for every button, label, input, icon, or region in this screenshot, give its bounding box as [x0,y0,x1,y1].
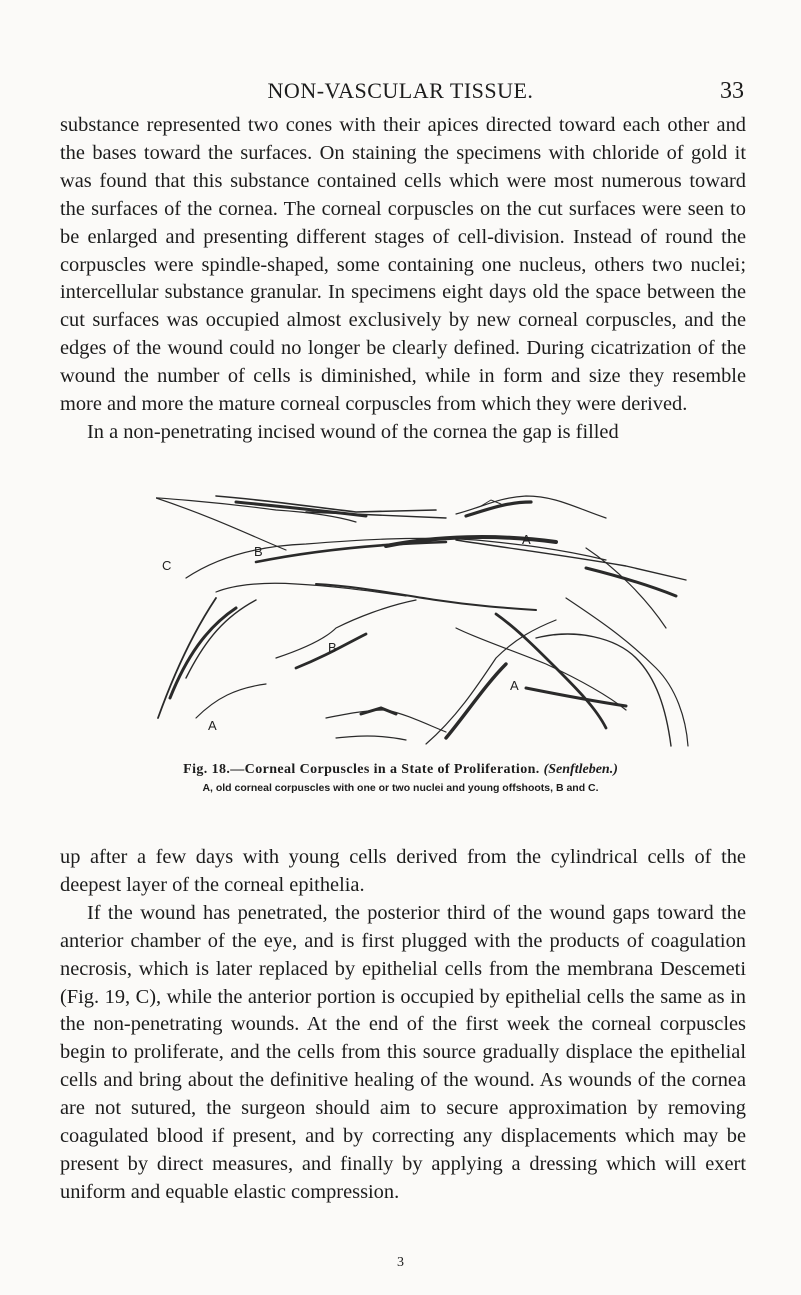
corpuscle-shape [466,502,531,516]
corpuscle-shape [526,688,626,706]
corpuscle-shape [456,496,606,518]
corneal-corpuscles-illustration [156,488,698,748]
page-number: 33 [720,78,744,104]
corpuscle-shape [586,568,676,596]
page-header [0,78,801,112]
figure-label-c: C [162,558,172,573]
figure-label-a: A [208,718,217,733]
corpuscle-shape [566,598,688,746]
corpuscle-shape [496,614,606,728]
paragraph-bottom [60,844,746,1207]
running-head: NON-VASCULAR TISSUE. [267,78,534,103]
caption-subtitle: A, old corneal corpuscles with one or two nuclei and young offshoots, B and C. [202,782,599,794]
paragraph-filled: In a non-penetrating incised wound of the cornea the gap is filled [87,420,619,443]
signature-mark: 3 [397,1255,404,1270]
paragraph-top [60,112,746,447]
figure-corneal-corpuscles [156,488,698,748]
corpuscle-shape [186,600,256,678]
corpuscle-shape [536,634,671,746]
corpuscle-shape [456,540,686,580]
figure-caption [0,762,801,794]
paragraph-penetrated: If the wound has penetrated, the posterior third of the wound gaps toward the anterior chamber of the eye, and is first plugged with the products of coagulation necrosis, which is later replaced by epithelial cells from the membrana Descemeti (Fig. 19, C), while the anterior portion is occupied by epithelial cells the same as in the non-penetrating wounds. At the end of the first week the corneal corpuscles begin to proliferate, and the cells from this source gradually displace the epithelial cells and bring about the definitive healing of the wound. As wounds of the cornea are not sutured, the surgeon should aim to secure approximation by removing coagulated blood if present, and by correcting any displacements which may be present by direct measures, and finally by applying a dressing which will exert uniform and equable elastic compression. [60,901,746,1203]
corpuscle-shape [196,684,266,718]
paragraph-continued: substance represented two cones with their apices directed toward each other and the bases toward the surfaces. On staining the specimens with chloride of gold it was found that this substance contained cells which were most numerous toward the surfaces of the cornea. The corneal corpuscles on the cut surfaces were seen to be enlarged and presenting different stages of cell-division. Instead of round the corpuscles were spindle-shaped, some containing one nucleus, others two nuclei; intercellular substance granular. In specimens eight days old the space between the cut surfaces was occupied almost exclusively by new corneal corpuscles, and the edges of the wound could no longer be clearly defined. During cicatrization of the wound the number of cells is diminished, while in form and size they resemble more and more the mature corneal corpuscles from which they were derived. [60,114,746,416]
figure-label-a: A [510,678,519,693]
corpuscle-shape [158,598,216,718]
corpuscle-shape [326,710,446,732]
corpuscle-shape [316,584,536,610]
figure-label-a: A [522,532,531,547]
corpuscle-shape [361,708,396,714]
paragraph-continued: up after a few days with young cells derived from the cylindrical cells of the deepest layer of the corneal epithelia. [60,846,746,896]
corpuscle-shape [446,664,506,738]
figure-label-b: B [328,640,337,655]
caption-title: Fig. 18.—Corneal Corpuscles in a State of Proliferation. [183,762,544,777]
corpuscle-shape [336,736,406,740]
corpuscle-shape [276,600,416,658]
figure-label-b: B [254,544,263,559]
corpuscle-shape [456,628,626,710]
corpuscle-shape [216,583,406,596]
caption-author: (Senftleben.) [543,762,618,777]
